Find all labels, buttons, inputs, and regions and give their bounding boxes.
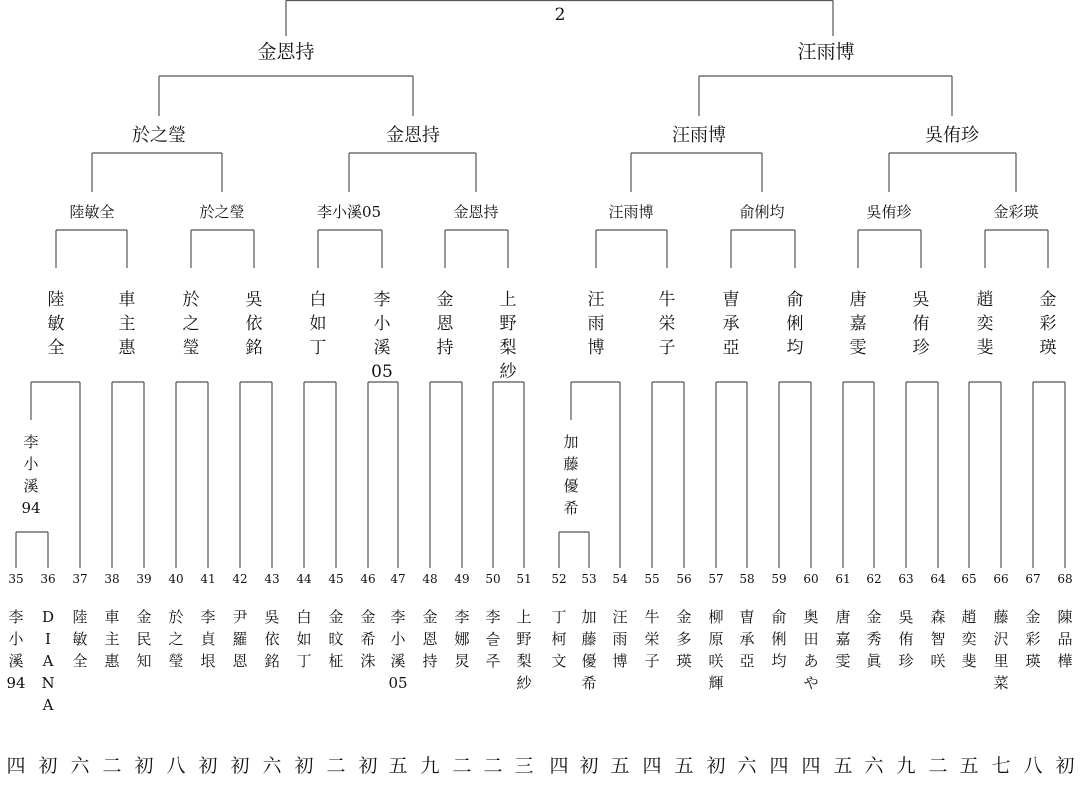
quarterfinal-winner: 於之瑩 xyxy=(132,125,186,146)
player-rank: 初 xyxy=(579,755,599,777)
player-rank: 初 xyxy=(134,755,154,777)
player-rank: 初 xyxy=(230,755,250,777)
player-rank: 九 xyxy=(896,755,916,777)
round-of-32-winner: 金彩瑛 xyxy=(1039,290,1057,358)
seed-number: 41 xyxy=(200,572,216,586)
player-rank: 四 xyxy=(769,755,789,777)
player-name: 牛栄子 xyxy=(644,608,660,670)
seed-number: 47 xyxy=(390,572,406,586)
round-of-32-winner: 唐嘉雯 xyxy=(849,290,867,358)
seed-number: 49 xyxy=(454,572,470,586)
round-of-32-winner: 於之瑩 xyxy=(182,290,200,358)
round-of-16-winners xyxy=(69,203,1038,221)
round-of-32-winner: 白如丁 xyxy=(309,290,327,358)
player-name: 李小溪 94 xyxy=(6,608,26,692)
player-rank: 五 xyxy=(610,755,630,777)
seed-number: 55 xyxy=(644,572,660,586)
player-name: 上野梨紗 xyxy=(516,608,532,692)
player-rank: 五 xyxy=(674,755,694,777)
seed-number: 38 xyxy=(104,572,120,586)
player-name: 奥田あや xyxy=(803,608,819,692)
seed-number: 46 xyxy=(360,572,376,586)
round-of-16-winner: 吳侑珍 xyxy=(866,203,912,221)
seed-number: 45 xyxy=(328,572,344,586)
round-of-16-winner: 李小溪05 xyxy=(316,203,382,221)
player-name: 金彩瑛 xyxy=(1025,608,1041,670)
player-name: 於之瑩 xyxy=(168,608,184,670)
round-of-32-winner: 車主惠 xyxy=(118,290,136,358)
player-ranks xyxy=(6,755,1074,777)
player-name: 丁柯文 xyxy=(551,608,567,670)
player-rank: 八 xyxy=(1023,755,1043,777)
semifinal-winner: 汪雨博 xyxy=(797,41,855,63)
player-name: 金希洙 xyxy=(360,608,376,670)
round-of-32-winners xyxy=(48,289,1057,382)
seed-number: 44 xyxy=(296,572,312,586)
round-of-32-winner: 上野梨紗 xyxy=(499,290,517,382)
bracket-lines xyxy=(16,1,1065,569)
player-rank: 五 xyxy=(959,755,979,777)
player-rank: 初 xyxy=(358,755,378,777)
seed-number: 39 xyxy=(136,572,152,586)
player-name: 金旼柾 xyxy=(328,608,344,670)
player-names xyxy=(6,608,1072,714)
seed-number: 40 xyxy=(168,572,184,586)
player-name: 吳侑珍 xyxy=(898,608,914,670)
seed-number: 48 xyxy=(422,572,438,586)
player-name: 白如丁 xyxy=(296,608,312,670)
player-name: 金民知 xyxy=(136,608,152,670)
round-of-32-winner: 趙奕斐 xyxy=(976,290,994,358)
player-rank: 二 xyxy=(326,755,346,777)
seed-number: 66 xyxy=(993,572,1009,586)
player-name: 陸敏全 xyxy=(72,608,88,670)
player-name: 曺承亞 xyxy=(739,608,755,670)
player-rank: 七 xyxy=(991,755,1011,777)
player-rank: 初 xyxy=(198,755,218,777)
round-of-32-winner: 金恩持 xyxy=(436,290,454,358)
player-rank: 六 xyxy=(864,755,884,777)
player-name: 吳依銘 xyxy=(264,608,280,670)
seed-number: 50 xyxy=(485,572,501,586)
seed-number: 35 xyxy=(8,572,24,586)
round-of-16-winner: 金恩持 xyxy=(453,203,499,221)
seed-number: 68 xyxy=(1057,572,1073,586)
quarterfinal-winner: 金恩持 xyxy=(386,125,440,146)
player-rank: 二 xyxy=(452,755,472,777)
seed-number: 54 xyxy=(612,572,628,586)
round-of-16-winner: 俞俐均 xyxy=(739,203,785,221)
player-rank: 四 xyxy=(6,755,26,777)
round-of-32-winner: 吳依銘 xyxy=(245,290,263,358)
round-of-32-winner: 吳侑珍 xyxy=(912,290,930,358)
player-name: 森智咲 xyxy=(930,608,946,670)
round-of-16-winner: 汪雨博 xyxy=(608,203,654,221)
seed-number: 57 xyxy=(708,572,724,586)
player-rank: 九 xyxy=(420,755,440,777)
player-name: 加藤優希 xyxy=(581,608,597,692)
seed-number: 43 xyxy=(264,572,280,586)
player-rank: 初 xyxy=(38,755,58,777)
seed-number: 51 xyxy=(516,572,532,586)
seed-number: 52 xyxy=(551,572,567,586)
player-rank: 三 xyxy=(514,755,534,777)
player-name: 金恩持 xyxy=(422,608,438,670)
player-rank: 二 xyxy=(483,755,503,777)
player-rank: 四 xyxy=(801,755,821,777)
seed-number: 37 xyxy=(72,572,88,586)
player-name: 車主惠 xyxy=(104,608,120,670)
round-of-32-winner: 俞俐均 xyxy=(786,290,804,358)
player-name: 李 슬 주 xyxy=(485,608,501,670)
round-of-32-winner: 曺承亞 xyxy=(722,290,740,358)
player-name: 趙奕斐 xyxy=(961,608,977,670)
seed-number: 63 xyxy=(898,572,914,586)
seed-number: 59 xyxy=(771,572,787,586)
final-match-label: 2 xyxy=(554,5,566,25)
player-name: 藤沢里菜 xyxy=(993,608,1009,692)
player-rank: 六 xyxy=(262,755,282,777)
player-rank: 六 xyxy=(737,755,757,777)
seed-number: 56 xyxy=(676,572,692,586)
player-rank: 五 xyxy=(388,755,408,777)
player-rank: 八 xyxy=(166,755,186,777)
quarterfinal-winners xyxy=(132,125,979,146)
player-rank: 六 xyxy=(70,755,90,777)
seed-number: 60 xyxy=(803,572,819,586)
seed-number: 62 xyxy=(866,572,882,586)
seed-number: 67 xyxy=(1025,572,1041,586)
round-of-16-winner: 金彩瑛 xyxy=(993,203,1039,221)
round-of-32-winner: 汪雨博 xyxy=(587,290,605,358)
player-name: 李娜炅 xyxy=(454,608,470,670)
player-name: 金多瑛 xyxy=(676,608,692,670)
player-rank: 四 xyxy=(642,755,662,777)
player-name: 唐嘉雯 xyxy=(835,608,851,670)
player-name: D I A N A xyxy=(41,608,55,714)
round-of-32-winner: 牛栄子 xyxy=(658,290,676,358)
seed-number: 42 xyxy=(232,572,248,586)
player-name: 李貞垠 xyxy=(200,608,216,670)
seed-number: 53 xyxy=(581,572,597,586)
player-rank: 初 xyxy=(1055,755,1075,777)
player-rank: 五 xyxy=(833,755,853,777)
player-rank: 初 xyxy=(706,755,726,777)
quarterfinal-winner: 吳侑珍 xyxy=(925,125,979,146)
round-of-16-winner: 於之瑩 xyxy=(199,203,245,221)
player-rank: 四 xyxy=(549,755,569,777)
semifinal-winner: 金恩持 xyxy=(257,41,315,63)
round-of-32-winner: 李小溪 05 xyxy=(371,290,393,382)
player-rank: 二 xyxy=(928,755,948,777)
preliminary-winners xyxy=(21,433,578,517)
semifinal-winners xyxy=(257,41,854,63)
player-name: 陳品樺 xyxy=(1057,608,1073,670)
seed-number: 64 xyxy=(930,572,946,586)
seed-number: 61 xyxy=(835,572,851,586)
seed-number: 58 xyxy=(739,572,755,586)
seed-number: 36 xyxy=(40,572,56,586)
quarterfinal-winner: 汪雨博 xyxy=(672,125,726,146)
prelim-winner: 加藤優希 xyxy=(563,433,579,517)
seed-numbers xyxy=(8,572,1072,586)
player-name: 李小溪 05 xyxy=(388,608,408,692)
player-name: 柳原咲輝 xyxy=(708,608,724,692)
round-of-32-winner: 陸敏全 xyxy=(47,290,65,358)
player-name: 金秀眞 xyxy=(866,608,882,670)
player-rank: 二 xyxy=(102,755,122,777)
player-name: 汪雨博 xyxy=(612,608,628,670)
player-name: 尹羅恩 xyxy=(232,608,248,670)
round-of-16-winner: 陸敏全 xyxy=(69,203,115,221)
player-rank: 初 xyxy=(294,755,314,777)
player-name: 俞俐均 xyxy=(771,608,787,670)
prelim-winner: 李小溪 94 xyxy=(21,433,41,517)
seed-number: 65 xyxy=(961,572,977,586)
